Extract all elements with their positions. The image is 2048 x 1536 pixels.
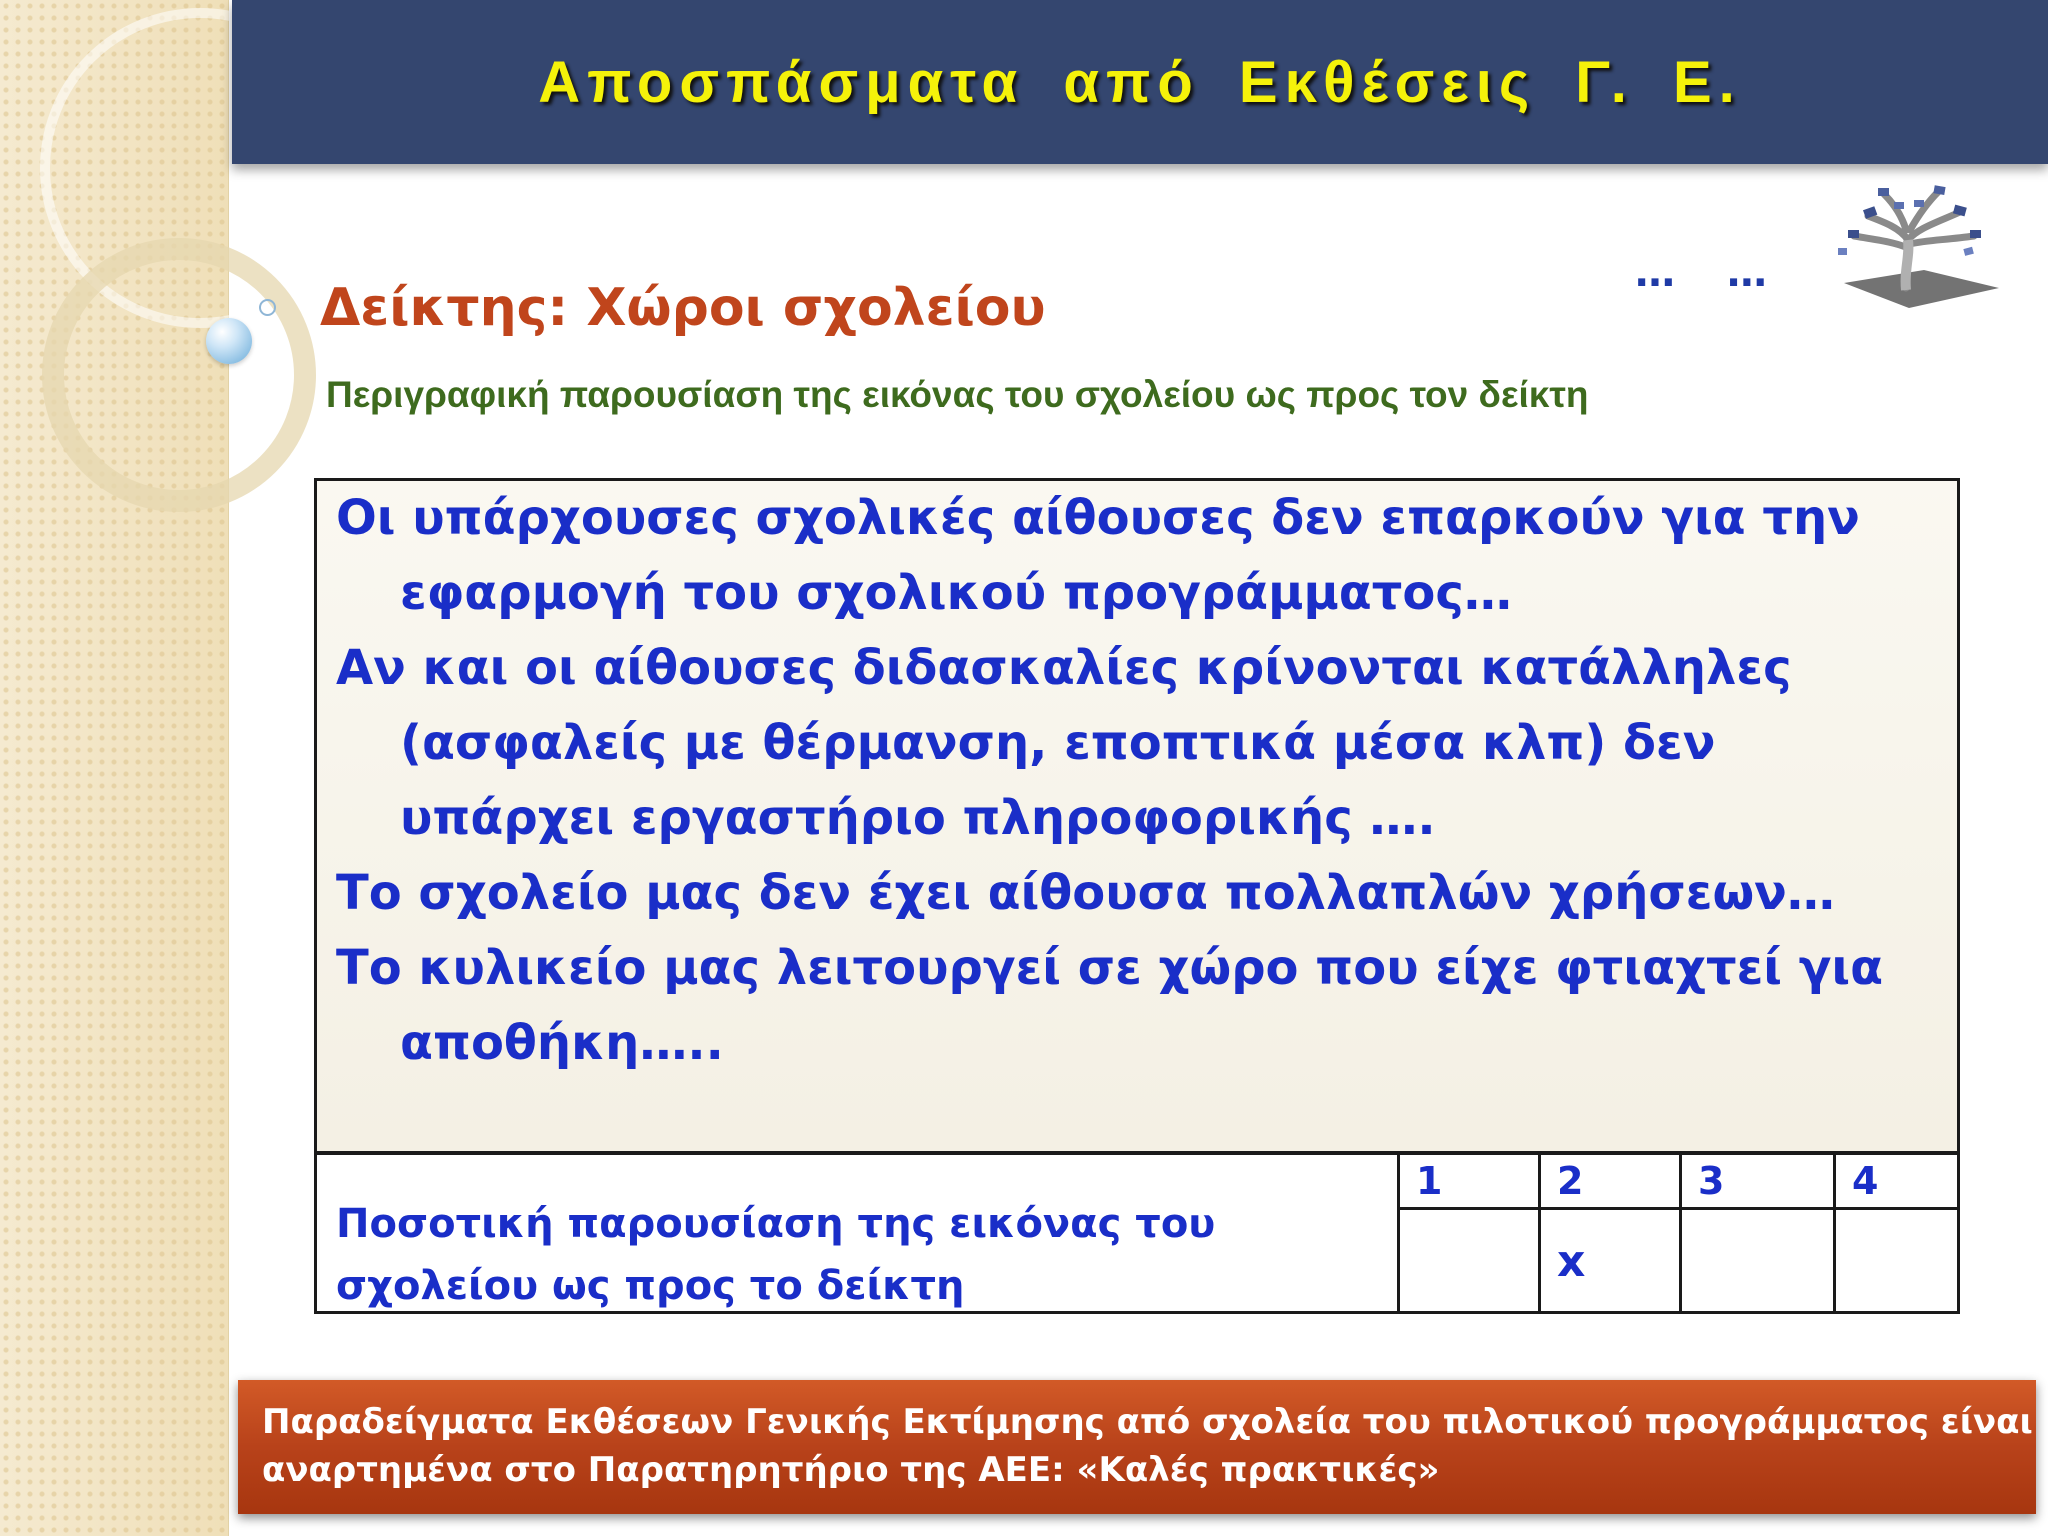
- tree-icon: [1814, 178, 2004, 313]
- rating-scale-cell: 1: [1397, 1155, 1538, 1210]
- footer-line-2: αναρτημένα στο Παρατηρητήριο της ΑΕΕ: «Καλές πρακτικές»: [262, 1450, 1440, 1490]
- footer-banner: [238, 1380, 2036, 1514]
- left-decorative-panel: [0, 0, 229, 1536]
- rating-label: Ποσοτική παρουσίαση της εικόνας του σχολείου ως προς το δείκτη: [336, 1201, 1216, 1309]
- description-paragraph: Το σχολείο μας δεν έχει αίθουσα πολλαπλών χρήσεων…: [336, 865, 1835, 921]
- indicator-heading: Δείκτης: Χώροι σχολείου: [320, 278, 1046, 338]
- rating-scale-cell: 3: [1679, 1155, 1833, 1210]
- rating-mark-cell: x: [1538, 1210, 1679, 1314]
- bullet-circle-icon: [259, 299, 276, 316]
- rating-mark-cell: [1679, 1210, 1833, 1314]
- ellipsis-marker: … …: [1635, 250, 1771, 296]
- description-subheading: Περιγραφική παρουσίαση της εικόνας του σχολείου ως προς τον δείκτη: [326, 374, 1589, 415]
- description-box: [314, 478, 1960, 1154]
- title-bar: [232, 0, 2048, 164]
- description-paragraph: Αν και οι αίθουσες διδασκαλίες κρίνονται κατάλληλες (ασφαλείς με θέρμανση, εποπτικά μέσα κλπ) δεν υπάρχει εργαστήριο πληροφορικής ….: [336, 640, 1792, 846]
- rating-mark-cell: [1397, 1210, 1538, 1314]
- description-paragraph: Οι υπάρχουσες σχολικές αίθουσες δεν επαρκούν για την εφαρμογή του σχολικού προγράμματος…: [336, 490, 1860, 621]
- rating-scale-cell: 2: [1538, 1155, 1679, 1210]
- bubble-icon: [206, 318, 252, 364]
- rating-table: [314, 1152, 1960, 1314]
- footer-line-1: Παραδείγματα Εκθέσεων Γενικής Εκτίμησης από σχολεία του πιλοτικού προγράμματος είναι: [262, 1402, 2033, 1442]
- description-paragraph: Το κυλικείο μας λειτουργεί σε χώρο που είχε φτιαχτεί για αποθήκη…..: [336, 940, 1884, 1071]
- tree-illustration: [1814, 178, 2004, 313]
- rating-scale-cell: 4: [1833, 1155, 1960, 1210]
- rating-mark-cell: [1833, 1210, 1960, 1314]
- decorative-ring-small: [42, 238, 316, 512]
- slide-title: Αποσπάσματα από Εκθέσεις Γ. Ε.: [538, 49, 1742, 115]
